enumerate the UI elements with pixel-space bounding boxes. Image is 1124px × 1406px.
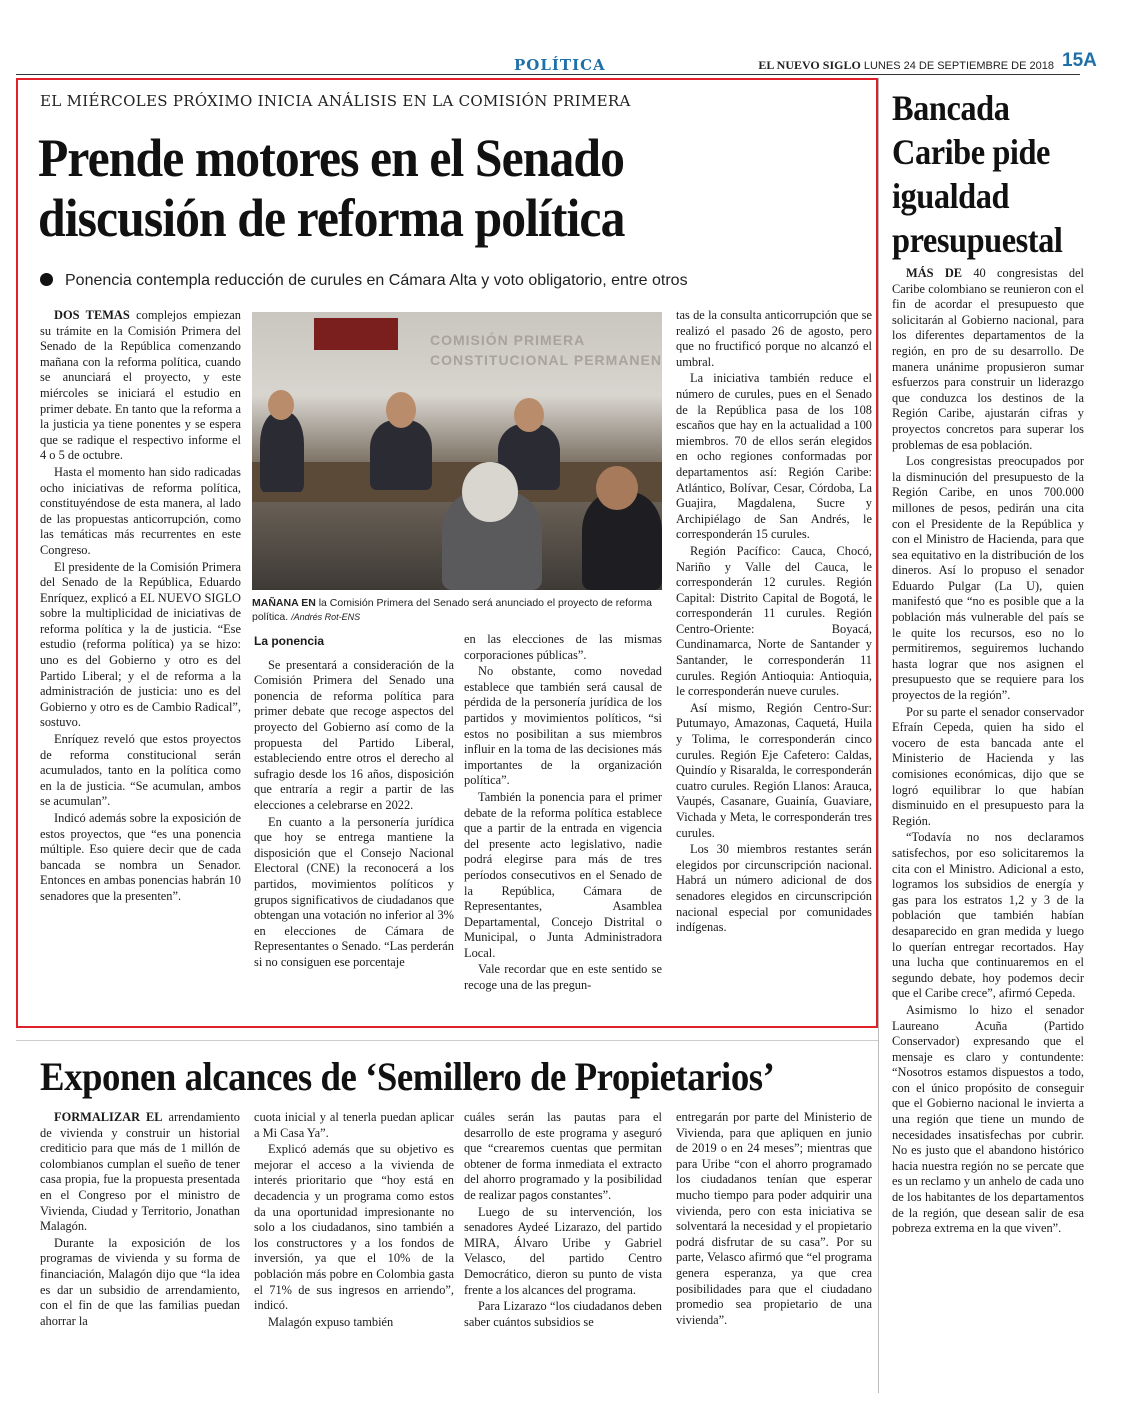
second-column-4 [676, 1110, 872, 1394]
issue-date: LUNES 24 DE SEPTIEMBRE DE 2018 [863, 60, 1054, 72]
paragraph: Hasta el momento han sido radicadas ocho iniciativas de reforma política, constituyéndose de esta manera, al lado de las propuestas anticorrupción, como las temáticas más recurrentes en este Congreso. [40, 464, 241, 557]
paragraph: 40 congresistas del Caribe colombiano se reunieron con el fin de acordar el presupuesto que solicitarán al Gobierno nacional, para los diferentes departamentos de la región, en pro de su desarrollo. De manera unánime propusieron sumar esfuerzos para construir un liderazgo que conduzca los destinos de la Región Caribe, ajustarán cifras y proyectos concretos para superar los problemas de esa población. [892, 266, 1084, 452]
main-column-4 [676, 308, 872, 1020]
lead-in: DOS TEMAS [54, 308, 130, 322]
side-headline: Bancada Caribe pide igualdad presupuestal [892, 88, 1063, 260]
photo-person-head [462, 462, 518, 522]
paragraph: Luego de su intervención, los senadores Aydeé Lizarazo, del partido MIRA, Álvaro Uribe y Gabriel Velasco, del partido Centro Democrático, dieron su punto de vista frente a los alcances del programa. [464, 1204, 662, 1297]
column-divider [878, 78, 879, 1393]
paragraph: Región Pacífico: Cauca, Chocó, Nariño y Valle del Cauca, le corresponderán 12 curules. Región Capital: Distrito Capital de Bogotá, le corresponderán 11 curules. Región Centro-Oriente: Boyacá, Cundinamarca, Norte de Santander y Santander, le corresponderán 11 curules. Región Antioquia: Antioquia, le corresponderán nueve curules. [676, 543, 872, 699]
photo-person-head [386, 392, 416, 428]
paragraph: cuota inicial y al tenerla puedan aplicar a Mi Casa Ya”. [254, 1110, 454, 1140]
photo-person-head [514, 398, 544, 432]
caption-lead: MAÑANA EN [252, 597, 316, 609]
section-label: POLÍTICA [514, 56, 606, 74]
paragraph: tas de la consulta anticorrupción que se realizó el pasado 26 de agosto, pero que no fructificó porque no alcanzó el umbral. [676, 308, 872, 369]
main-column-1 [40, 308, 241, 1020]
paragraph: No obstante, como novedad establece que también será causal de pérdida de la personería jurídica de los partidos y movimientos políticos, “si estos no posibilitan a sus miembros influir en la toma de las decisiones más importantes de la organización política”. [464, 664, 662, 788]
paragraph: complejos empiezan su trámite en la Comisión Primera del Senado de la República comenzando mañana con la reforma política, cuando se anunciará el proyecto, y este miércoles se iniciará el estudio en primer debate. En tanto que la reforma a la justicia ya tiene ponentes y se espera que se radique el respectivo informe el 4 o 5 de octubre. [40, 308, 241, 463]
header-rule [16, 74, 1080, 75]
paragraph: Los 30 miembros restantes serán elegidos por circunscripción nacional. Habrá un número adicional de dos senadores elegidos en circunscripción nacional especial por comunidades indígenas. [676, 842, 872, 935]
paragraph: Indicó además sobre la exposición de estos proyectos, que “es una ponencia múltiple. Eso quiere decir que de cada bancada se nombra un Senador. Entonces en ambas ponencias habrán 10 senadores que la presenten”. [40, 811, 241, 903]
photo-credit: /Andrés Rot-ENS [291, 612, 361, 622]
paragraph: Enríquez reveló que estos proyectos de reforma constitucional serán acumulados, tanto en la política como en la de justicia. “Se acumulan, ambos se acumulan”. [40, 732, 241, 809]
photo-person-head [596, 466, 638, 510]
publication-dateline [758, 58, 1054, 73]
main-kicker: EL MIÉRCOLES PRÓXIMO INICIA ANÁLISIS EN LA COMISIÓN PRIMERA [40, 92, 631, 110]
article-photo [252, 312, 662, 590]
main-subhead [40, 272, 688, 290]
bullet-icon [40, 273, 53, 286]
paragraph: Por su parte el senador conservador Efraín Cepeda, quien ha sido el vocero de esta bancada ante el Ministerio de Hacienda y las comisiones económicas, dijo que se logró equilibrar lo que habían disminuido en el presupuesto para la Región. [892, 704, 1084, 828]
page-number: 15A [1062, 50, 1097, 71]
paragraph: entregarán por parte del Ministerio de Vivienda, para que apliquen en junio de 2019 o en 24 meses”; mientras que para Uribe “con el ahorro programado los ciudadanos tenían que esperar mucho tiempo para poder adquirir una vivienda, pero con esta iniciativa se solventará la necesidad y el propietario podrá disfrutar de su casa”. Por su parte, Velasco afirmó que “el programa genera esperanza, ya que crea posibilidades para que el ciudadano promedio sea propietario de una vivienda”. [676, 1110, 872, 1327]
side-article-body [892, 266, 1084, 1396]
second-column-2 [254, 1110, 454, 1394]
paragraph: Asimismo lo hizo el senador Laureano Acuña (Partido Conservador) expresando que el mensaje es claro y contundente: “Nosotros estamos dispuestos a todo, con el único propósito de conseguir que el Gobierno nacional le invierta a una región que tiene un mundo de necesidades insatisfechas por cubrir. No es justo que el abandono histórico hacia nuestra región no se percate que es un reclamo y un anhelo de cada uno de los habitantes de los departamentos de la región, que desean salir de esa pobreza extrema en la que viven”. [892, 1002, 1084, 1236]
paragraph: “Todavía no nos declaramos satisfechos, por eso solicitaremos la cita con el Ministro. Adicional a esto, logramos los subsidios de energía y gas para los estratos 1,2 y 3 de la población que también habían desaparecido en gran medida y luego lo querían entregar recortados. Hay una lucha que continuaremos en el segundo debate, hoy podemos decir que el Caribe crece”, afirmó Cepeda. [892, 830, 1084, 1001]
main-headline: Prende motores en el Senado discusión de reforma política [38, 128, 625, 248]
paragraph: Para Lizarazo “los ciudadanos deben saber cuántos subsidios se [464, 1299, 662, 1329]
second-headline: Exponen alcances de ‘Semillero de Propietarios’ [40, 1054, 775, 1099]
paragraph: Explicó además que su objetivo es mejorar el acceso a la vivienda de interés prioritario que “hoy está en decadencia y un programa como estos da una oportunidad impresionante no solo a los ciudadanos, sino también a los constructores y a los fondos de inversión, ya que el 10% de la población más pobre en Colombia gasta el 71% de sus ingresos en arriendo”, indicó. [254, 1142, 454, 1313]
photo-person [370, 420, 432, 490]
paragraph: Los congresistas preocupados por la disminución del presupuesto de la Región Caribe, en unos 700.000 millones de pesos, pedirán una cita con el Presidente de la República y con el Ministro de Hacienda, para que sea equitativo en la distribución de los dineros. Así lo propuso el senador Eduardo Pulgar (La U), quien manifestó que “no es posible que a la población más vulnerable del país se le quite los recursos, eso no lo permitiremos, seguiremos luchando hasta lograr que nos asignen el presupuesto que se requiere para los proyectos de la región”. [892, 454, 1084, 703]
paragraph: El presidente de la Comisión Primera del Senado de la República, Eduardo Enríquez, explicó a EL NUEVO SIGLO sobre la multiplicidad de iniciativas de reforma política y la de justicia. “Ese estudio (reforma política) ya se hizo: uno es del Gobierno y otro es del Partido Liberal; y el de reforma a la administración de justicia: uno es del Gobierno y otro es de Cambio Radical”, sostuvo. [40, 559, 241, 730]
article-separator [16, 1040, 878, 1041]
photo-person-head [268, 390, 294, 420]
main-column-2 [254, 632, 454, 1020]
second-column-1 [40, 1110, 240, 1394]
paragraph: arrendamiento de vivienda y construir un historial crediticio para que más de 1 millón de colombianos cumplan el sueño de tener casa propia, fue la propuesta presentada en el Congreso por el ministro de Vivienda, Ciudad y Territorio, Jonathan Malagón. [40, 1110, 240, 1234]
paragraph: Se presentará a consideración de la Comisión Primera del Senado una ponencia de reforma política para primer debate que recoge aspectos del proyecto del Gobierno así como de la propuesta del Partido Liberal, estableciendo entre otros el derecho al sufragio desde los 16 años, disposición que entraría a regir a partir de las elecciones a celebrarse en 2022. [254, 657, 454, 812]
photo-banner [314, 318, 398, 350]
paragraph: Durante la exposición de los programas de vivienda y su forma de financiación, Malagón dijo que “la idea es dar un subsidio de arrendamiento, con el fin de que las familias puedan ahorrar la [40, 1235, 240, 1328]
lead-in: FORMALIZAR EL [54, 1110, 163, 1124]
paragraph: en las elecciones de las mismas corporaciones públicas”. [464, 632, 662, 662]
photo-caption [252, 596, 662, 624]
main-column-3 [464, 632, 662, 1020]
paragraph: La iniciativa también reduce el número de curules, pues en el Senado de la República pasa de los 108 escaños que hay en la actualidad a 100 miembros. 70 de ellos serán elegidos en ocho regiones conformadas por departamentos así: Región Caribe: Atlántico, Bolívar, Cesar, Córdoba, La Guajira, Magdalena, Sucre y Archipiélago de San Andrés, le corresponderán 15 curules. [676, 371, 872, 542]
photo-wall-text: COMISIÓN PRIMERA CONSTITUCIONAL PERMANEN [430, 332, 662, 368]
paragraph: Así mismo, Región Centro-Sur: Putumayo, Amazonas, Caquetá, Huila y Tolima, le corresponderán cinco curules. Región Eje Cafetero: Caldas, Quindío y Risaralda, le corresponderán cuatro curules. Región Llanos: Arauca, Vaupés, Casanare, Guainía, Guaviare, Vichada y Meta, le corresponderán tres curules. [676, 700, 872, 840]
photo-person [260, 412, 304, 492]
lead-in: MÁS DE [906, 266, 963, 280]
paragraph: cuáles serán las pautas para el desarrollo de este programa y aseguró que “crearemos cuentas que permitan obtener de forma inmediata el extracto del ahorro programado y la posibilidad de realizar pagos constantes”. [464, 1110, 662, 1202]
paragraph: Malagón expuso también [268, 1314, 394, 1329]
paragraph: Vale recordar que en este sentido se recoge una de las pregun- [464, 962, 662, 993]
paragraph: En cuanto a la personería jurídica que hoy se entrega mantiene la disposición que el Consejo Nacional Electoral (CNE) la reconocerá a los partidos, movimientos políticos y grupos significativos de ciudadanos que obtengan una votación no inferior al 3% en elecciones de Cámara de Representantes o Senado. “Las perderán si no consiguen ese porcentaje [254, 814, 454, 969]
publication-name: EL NUEVO SIGLO [758, 58, 861, 72]
caption-text: la Comisión Primera del Senado será anunciado el proyecto de reforma política. [252, 597, 652, 623]
paragraph: También la ponencia para el primer debate de la reforma política establece que a partir de la entrada en vigencia del presente acto legislativo, nadie podrá elegirse para más de tres períodos consecutivos en el Senado de la República, Cámara de Representantes, Asamblea Departamental, Concejo Distrital o Municipal, o Junta Administradora Local. [464, 789, 662, 960]
section-heading: La ponencia [254, 634, 325, 648]
second-column-3 [464, 1110, 662, 1394]
main-subhead-text: Ponencia contempla reducción de curules en Cámara Alta y voto obligatorio, entre otros [65, 272, 688, 289]
